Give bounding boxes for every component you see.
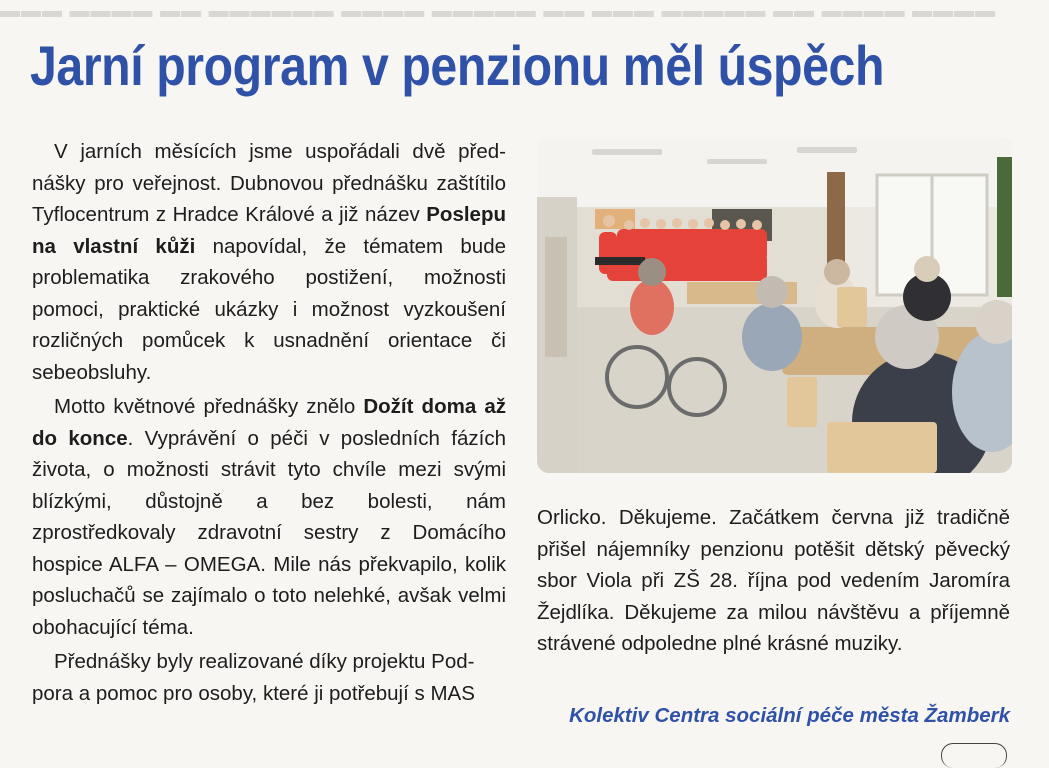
photo-choir-performance	[537, 137, 1012, 473]
right-column	[537, 502, 1010, 660]
signature: Kolektiv Centra sociální péče města Žamberk	[569, 704, 1010, 727]
bleed-through-text: ▬▬▬ ▬▬▬▬ ▬▬ ▬▬▬▬▬▬ ▬▬▬▬ ▬▬▬▬▬ ▬▬ ▬▬▬ ▬▬▬▬▬ ▬▬ ▬▬▬▬ ▬▬▬▬	[0, 0, 997, 22]
paragraph-choir: Orlicko. Děkujeme. Začátkem června již tradičně přišel nájemníky penzionu potěšit dětský pěvecký sbor Viola při ZŠ 28. října pod vedením Jaromíra Žejdlíka. Děkujeme za milou návštěvu a příjemně strávené odpoledne plné krásné muziky.	[537, 506, 1010, 655]
paragraph-lecture-april: V jarních měsících jsme uspořádali dvě přednášky pro veřejnost. Dubnovou přednášku zaštítilo Tyflocentrum z Hradce Králové a již název Poslepu na vlastní kůži napovídal, že tématem bude problematika zrakového postižení, možnosti pomoci, praktické ukázky i možnost vyzkoušení rozličných pomůcek k usnadnění orientace či sebeobsluhy.	[32, 140, 506, 384]
headline: Jarní program v penzionu měl úspěch	[30, 34, 884, 97]
page-number-frame	[941, 743, 1007, 768]
left-column	[32, 136, 506, 709]
bold-title-dozit-doma: Dožít doma až do konce	[32, 395, 506, 450]
paragraph-funding: Přednášky byly realizované díky projektu Podpora a pomoc pro osoby, které ji potřebují s MAS	[32, 650, 475, 705]
paragraph-lecture-may: Motto květnové přednášky znělo Dožít doma až do konce. Vyprávění o péči v posledních fázích života, o možnosti strávit tyto chvíle mezi svými blízkými, důstojně a bez bolesti, nám zprostředkovaly zdravotní sestry z Domácího hospice ALFA – OMEGA. Mile nás překvapilo, kolik posluchačů se zajímalo o toto nelehké, avšak velmi obohacující téma.	[32, 395, 506, 639]
bold-title-poslepu: Poslepu na vlastní kůži	[32, 203, 506, 258]
